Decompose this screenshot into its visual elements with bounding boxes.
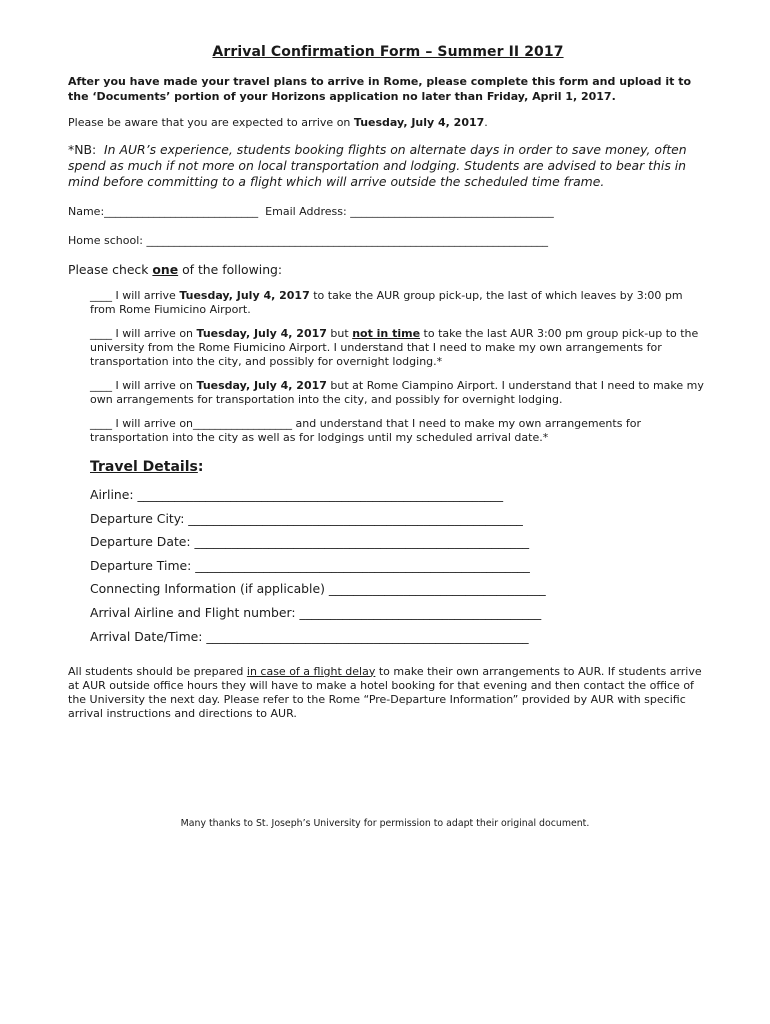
home-school-row (68, 233, 708, 248)
check-heading-emph: one (152, 262, 179, 277)
travel-details-colon: : (197, 459, 204, 475)
nb-label: *NB: (68, 142, 97, 157)
arrival-notice-suffix: . (484, 116, 488, 129)
arrival-notice (68, 115, 708, 130)
acknowledgement: Many thanks to St. Joseph’s University for permission to adapt their original document. (180, 818, 590, 829)
travel-details-title: Travel Details (90, 459, 198, 475)
option-1-prefix: ____ I will arrive (90, 289, 180, 302)
arrival-options (90, 289, 708, 445)
closing-emph: in case of a flight delay (246, 664, 376, 678)
travel-fields (90, 487, 708, 645)
page-title: Arrival Confirmation Form – Summer II 2017 (212, 44, 564, 60)
departure-date-field[interactable]: Departure Date: ______________________________________________________ (90, 534, 530, 550)
check-heading-prefix: Please check (68, 262, 153, 277)
option-2-emph: not in time (352, 327, 421, 340)
option-ciampino[interactable] (90, 379, 708, 407)
connecting-info-field[interactable]: Connecting Information (if applicable) ___________________________________ (90, 581, 546, 597)
home-school-field[interactable]: Home school: _________________________________________________________________________ (68, 234, 548, 247)
nb-text: In AUR’s experience, students booking flights on alternate days in order to save money, often spend as much if not more on local transportation and lodging. Students are advised to bear this in mind before committing to a flight which will arrive outside the scheduled time frame. (68, 142, 687, 189)
nb-note (68, 142, 708, 190)
departure-city-field[interactable]: Departure City: ______________________________________________________ (90, 510, 523, 526)
option-2-mid: but (326, 327, 353, 340)
option-3-date: Tuesday, July 4, 2017 (196, 379, 327, 392)
check-heading (68, 262, 708, 277)
check-heading-suffix: of the following: (178, 262, 283, 277)
option-1-suffix: to take the AUR group pick-up, the last of which leaves by 3:00 pm from Rome Fiumicino Airport. (90, 289, 683, 316)
closing-prefix: All students should be prepared (68, 664, 247, 678)
option-3-prefix: ____ I will arrive on (90, 379, 197, 392)
option-2-suffix: to take the last AUR 3:00 pm group pick-up to the university from the Rome Fiumicino Airport. I understand that I need to make my own arrangements for transportation into the city, and possibly for overnight lodging.* (90, 327, 699, 368)
airline-field[interactable]: Airline: ___________________________________________________________ (90, 487, 504, 502)
closing-paragraph (68, 665, 708, 722)
name-field[interactable]: Name:____________________________ (68, 205, 259, 218)
arrival-flight-field[interactable]: Arrival Airline and Flight number: _______________________________________ (90, 604, 542, 620)
option-4-text: ____ I will arrive on__________________ and understand that I need to make my own arrangements for transportation into the city as well as for lodgings until my scheduled arrival date.* (90, 417, 642, 444)
option-group-pickup[interactable] (90, 289, 708, 317)
form-page (68, 44, 708, 722)
option-not-in-time[interactable] (90, 327, 708, 369)
travel-details-heading (90, 459, 708, 475)
arrival-notice-prefix: Please be aware that you are expected to arrive on (68, 116, 354, 129)
closing-suffix: to make their own arrangements to AUR. If students arrive at AUR outside office hours they will have to make a hotel booking for that evening and then contact the office of the University the next day. Please refer to the Rome “Pre-Departure Information” provided by AUR with specific arrival instructions and directions to AUR. (68, 664, 702, 721)
option-other-date[interactable] (90, 417, 708, 445)
email-field[interactable]: Email Address: _____________________________________ (265, 205, 554, 218)
arrival-notice-date: Tuesday, July 4, 2017 (353, 116, 485, 129)
option-3-suffix: but at Rome Ciampino Airport. I understand that I need to make my own arrangements for transportation into the city, and possibly for overnight lodging. (90, 379, 704, 406)
intro-text: After you have made your travel plans to arrive in Rome, please complete this form and upload it to the ‘Documents’ portion of your Horizons application no later than Friday, April 1, 2017. (68, 75, 692, 103)
option-2-date: Tuesday, July 4, 2017 (196, 327, 327, 340)
arrival-datetime-field[interactable]: Arrival Date/Time: ____________________________________________________ (90, 628, 529, 644)
option-1-date: Tuesday, July 4, 2017 (179, 289, 310, 302)
departure-time-field[interactable]: Departure Time: ______________________________________________________ (90, 557, 530, 573)
name-email-row (68, 204, 708, 219)
option-2-prefix: ____ I will arrive on (90, 327, 197, 340)
